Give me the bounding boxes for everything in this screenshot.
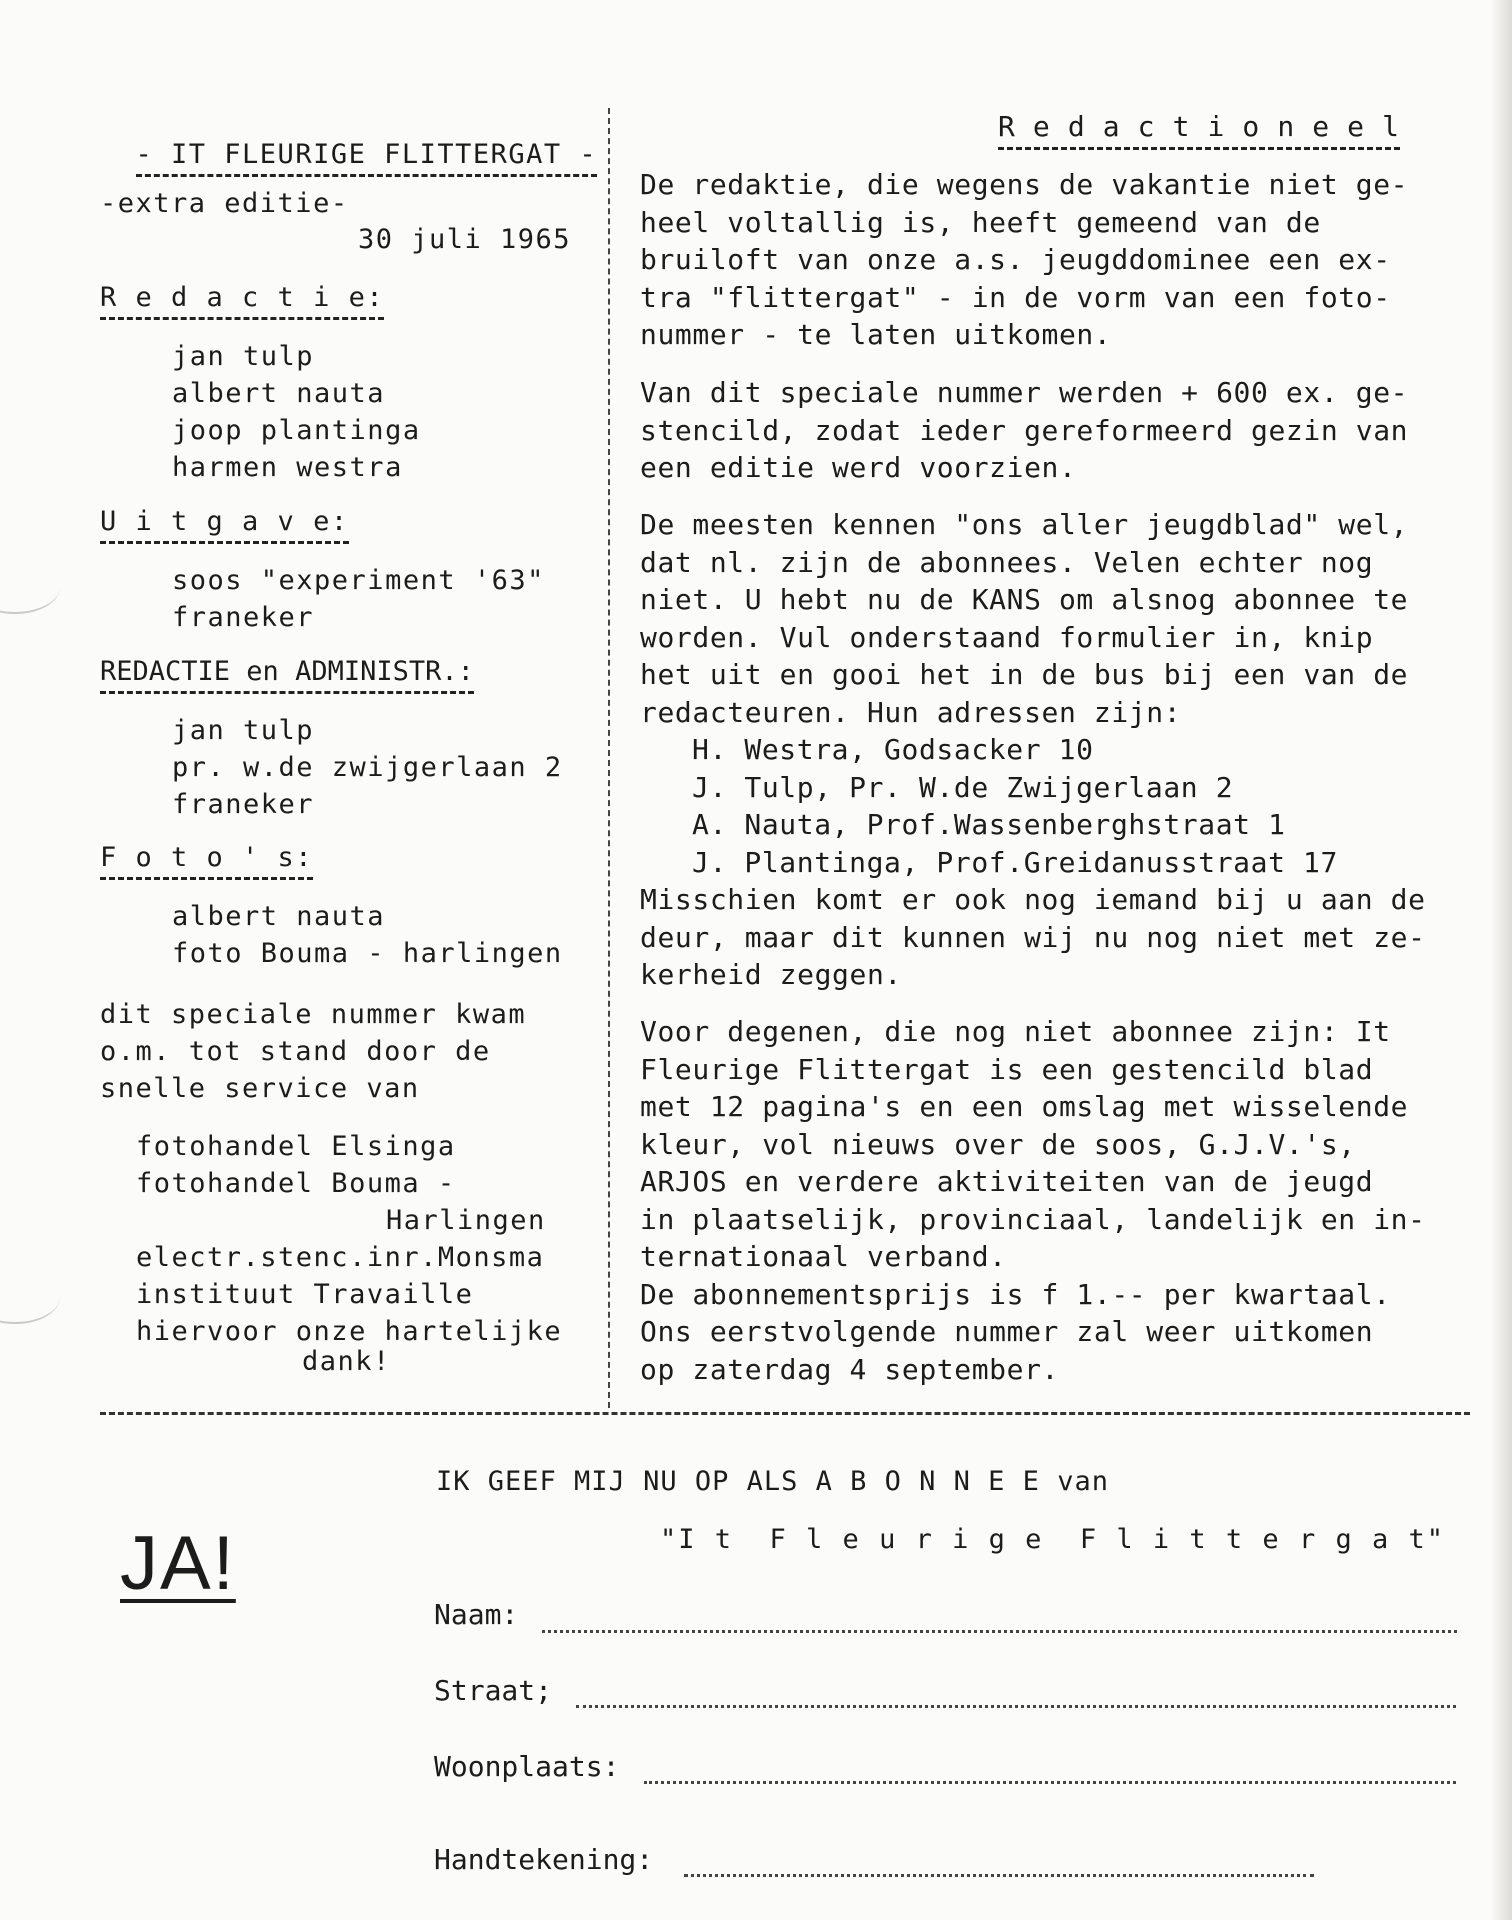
- list-item: soos "experiment '63": [172, 565, 545, 596]
- list-item: albert nauta: [172, 378, 386, 409]
- text-line: stencild, zodat ieder gereformeerd gezin van: [640, 413, 1409, 447]
- list-item: instituut Travaille: [136, 1279, 474, 1310]
- uitgave-list: [172, 562, 545, 636]
- address-item: J. Plantinga, Prof.Greidanusstraat 17: [692, 845, 1338, 879]
- list-item: foto Bouma - harlingen: [172, 938, 563, 969]
- woonplaats-label: Woonplaats:: [434, 1750, 620, 1783]
- section-heading-redactie: [100, 282, 384, 320]
- list-item: franeker: [172, 602, 315, 633]
- text-line: snelle service van: [100, 1073, 420, 1104]
- text-line: met 12 pagina's en een omslag met wisselende: [640, 1090, 1409, 1123]
- list-item: jan tulp: [172, 341, 315, 372]
- cut-line: [100, 1412, 1470, 1415]
- form-line-1: IK GEEF MIJ NU OP ALS A B O N N E E van: [436, 1466, 1109, 1497]
- paper-edge: [1490, 0, 1512, 1920]
- text-line: o.m. tot stand door de: [100, 1036, 491, 1067]
- text-line: redacteuren. Hun adressen zijn:: [640, 695, 1182, 729]
- text-line: niet. U hebt nu de KANS om alsnog abonnee te: [640, 583, 1409, 616]
- column-divider: [608, 108, 610, 1408]
- administratie-list: [172, 712, 563, 823]
- text-line: Misschien komt er ook nog iemand bij u aan de: [640, 883, 1426, 916]
- text-line: Voor degenen, die nog niet abonnee zijn: It: [640, 1015, 1391, 1048]
- heading-text: R e d a c t i o n e e l: [998, 110, 1400, 150]
- text-line: ARJOS en verdere aktiviteiten van de jeugd: [640, 1165, 1374, 1198]
- section-heading-fotos: [100, 842, 313, 880]
- text-line: in plaatselijk, provinciaal, landelijk en in-: [640, 1202, 1426, 1236]
- thanks-intro: [100, 996, 526, 1107]
- text-line: Ons eerstvolgende nummer zal weer uitkomen: [640, 1315, 1374, 1348]
- handtekening-label: Handtekening:: [434, 1843, 654, 1876]
- naam-field[interactable]: [542, 1630, 1457, 1633]
- text-line: De meesten kennen "ons aller jeugdblad" wel,: [640, 508, 1409, 541]
- text-line: kleur, vol nieuws over de soos, G.J.V.'s,: [640, 1127, 1356, 1161]
- list-item: fotohandel Bouma -: [136, 1168, 456, 1199]
- list-item: jan tulp: [172, 715, 315, 746]
- masthead-title-text: - IT FLEURIGE FLITTERGAT -: [136, 139, 598, 177]
- text-line: een editie werd voorzien.: [640, 451, 1077, 484]
- editorial-paragraph-5: [640, 1013, 1426, 1388]
- form-line-2: "I t F l e u r i g e F l i t t e r g a t": [660, 1524, 1445, 1555]
- text-line: tra "flittergat" - in de vorm van een foto-: [640, 280, 1391, 314]
- text-line: deur, maar dit kunnen wij nu nog niet met ze-: [640, 920, 1426, 954]
- text-line: op zaterdag 4 september.: [640, 1352, 1059, 1386]
- text-line: het uit en gooi het in de bus bij een van de: [640, 658, 1409, 691]
- woonplaats-field[interactable]: [644, 1781, 1456, 1784]
- text-line: dit speciale nummer kwam: [100, 999, 527, 1030]
- heading-text: F o t o ' s:: [100, 842, 313, 880]
- list-item: electr.stenc.inr.Monsma: [136, 1242, 545, 1273]
- edition-date: 30 juli 1965: [358, 224, 572, 255]
- address-item: A. Nauta, Prof.Wassenberghstraat 1: [692, 808, 1286, 841]
- list-item: pr. w.de zwijgerlaan 2: [172, 752, 563, 783]
- list-item: Harlingen: [386, 1205, 546, 1236]
- text-line: Van dit speciale nummer werden + 600 ex. ge-: [640, 376, 1409, 409]
- list-item: dank!: [302, 1346, 391, 1377]
- editorial-paragraph-2: [640, 374, 1408, 487]
- address-list: [692, 731, 1338, 881]
- text-line: nummer - te laten uitkomen.: [640, 318, 1112, 351]
- fotos-list: [172, 898, 563, 972]
- heading-text: REDACTIE en ADMINISTR.:: [100, 656, 474, 694]
- list-item: harmen westra: [172, 452, 403, 483]
- sponsor-list: [136, 1128, 562, 1377]
- text-line: heel voltallig is, heeft gemeend van de: [640, 205, 1321, 239]
- text-line: De redaktie, die wegens de vakantie niet ge-: [640, 168, 1409, 201]
- editorial-paragraph-1: [640, 166, 1408, 354]
- straat-field[interactable]: [576, 1705, 1456, 1708]
- list-item: franeker: [172, 789, 315, 820]
- list-item: hiervoor onze hartelijke: [136, 1316, 563, 1347]
- text-line: ternationaal verband.: [640, 1240, 1007, 1273]
- masthead-title: [100, 108, 597, 177]
- list-item: fotohandel Elsinga: [136, 1131, 456, 1162]
- section-heading-administratie: [100, 656, 474, 694]
- naam-label: Naam:: [434, 1598, 519, 1631]
- straat-label: Straat;: [434, 1674, 553, 1707]
- handtekening-field[interactable]: [684, 1874, 1314, 1877]
- editorial-paragraph-3: [640, 506, 1408, 731]
- editorial-paragraph-4: [640, 881, 1426, 994]
- edition-label: -extra editie-: [100, 188, 349, 219]
- address-item: H. Westra, Godsacker 10: [692, 733, 1094, 766]
- punch-hole: [0, 560, 60, 614]
- text-line: dat nl. zijn de abonnees. Velen echter nog: [640, 545, 1374, 579]
- text-line: Fleurige Flittergat is een gestencild blad: [640, 1052, 1374, 1086]
- text-line: worden. Vul onderstaand formulier in, knip: [640, 620, 1374, 654]
- text-line: bruiloft van onze a.s. jeugddominee een ex-: [640, 243, 1391, 276]
- list-item: albert nauta: [172, 901, 386, 932]
- section-heading-uitgave: [100, 506, 349, 544]
- address-item: J. Tulp, Pr. W.de Zwijgerlaan 2: [692, 770, 1234, 804]
- heading-text: R e d a c t i e:: [100, 282, 384, 320]
- list-item: joop plantinga: [172, 415, 421, 446]
- text-line: De abonnementsprijs is f 1.-- per kwartaal.: [640, 1277, 1391, 1311]
- editorial-heading: [998, 110, 1400, 150]
- text-line: kerheid zeggen.: [640, 958, 902, 991]
- punch-hole: [0, 1270, 60, 1324]
- ja-logo: JA!: [120, 1521, 236, 1606]
- heading-text: U i t g a v e:: [100, 506, 349, 544]
- redactie-list: [172, 338, 421, 486]
